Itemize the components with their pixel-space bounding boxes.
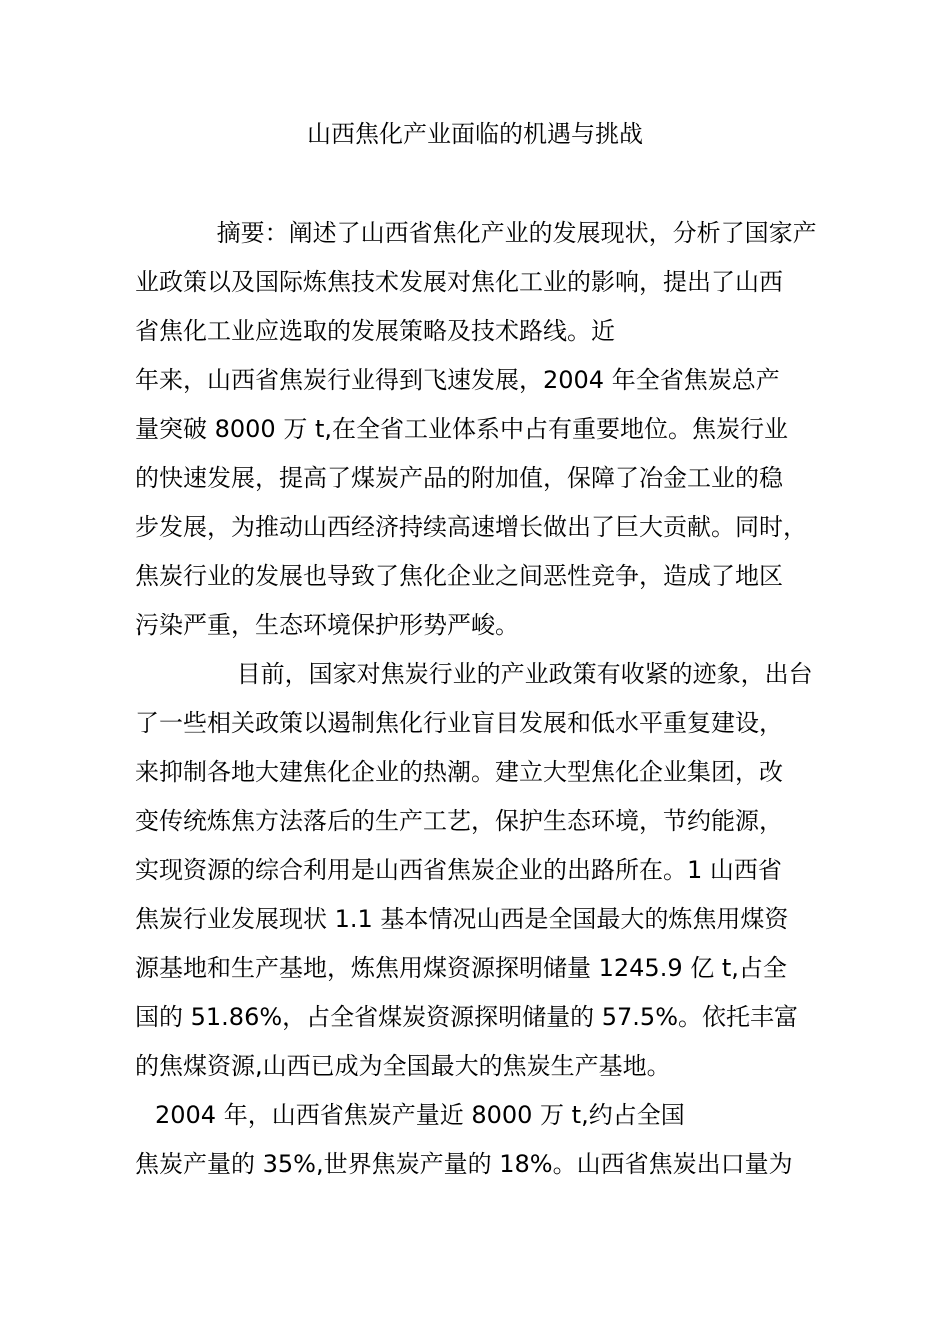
paragraph-line: 国的 51.86%，占全省煤炭资源探明储量的 57.5%。依托丰富 [135, 1003, 799, 1031]
paragraph-line: 焦炭行业发展现状 1.1 基本情况山西是全国最大的炼焦用煤资 [135, 905, 789, 933]
paragraph-line: 业政策以及国际炼焦技术发展对焦化工业的影响，提出了山西 [135, 268, 783, 296]
paragraph-line: 摘要：阐述了山西省焦化产业的发展现状，分析了国家产 [185, 219, 817, 247]
paragraph-line: 量突破 8000 万 t,在全省工业体系中占有重要地位。焦炭行业 [135, 415, 789, 443]
paragraph-line: 变传统炼焦方法落后的生产工艺，保护生态环境，节约能源， [135, 807, 783, 835]
paragraph-line: 污染严重，生态环境保护形势严峻。 [135, 611, 519, 639]
paragraph-line: 省焦化工业应选取的发展策略及技术路线。近 [135, 317, 615, 345]
paragraph-line: 2004 年，山西省焦炭产量近 8000 万 t,约占全国 [155, 1101, 685, 1129]
paragraph-line: 目前，国家对焦炭行业的产业政策有收紧的迹象，出台 [205, 660, 813, 688]
paragraph-line: 焦炭行业的发展也导致了焦化企业之间恶性竞争，造成了地区 [135, 562, 783, 590]
paragraph-line: 源基地和生产基地，炼焦用煤资源探明储量 1245.9 亿 t,占全 [135, 954, 787, 982]
paragraph-line: 步发展，为推动山西经济持续高速增长做出了巨大贡献。同时， [135, 513, 807, 541]
paragraph-line: 年来，山西省焦炭行业得到飞速发展，2004 年全省焦炭总产 [135, 366, 780, 394]
paragraph-line: 实现资源的综合利用是山西省焦炭企业的出路所在。1 山西省 [135, 856, 782, 884]
paragraph-line: 的焦煤资源,山西已成为全国最大的焦炭生产基地。 [135, 1052, 671, 1080]
paragraph-line: 的快速发展，提高了煤炭产品的附加值，保障了冶金工业的稳 [135, 464, 783, 492]
document-title: 山西焦化产业面临的机遇与挑战 [307, 120, 643, 148]
paragraph-line: 了一些相关政策以遏制焦化行业盲目发展和低水平重复建设， [135, 709, 783, 737]
paragraph-line: 焦炭产量的 35%,世界焦炭产量的 18%。山西省焦炭出口量为 [135, 1150, 793, 1178]
paragraph-line: 来抑制各地大建焦化企业的热潮。建立大型焦化企业集团，改 [135, 758, 783, 786]
